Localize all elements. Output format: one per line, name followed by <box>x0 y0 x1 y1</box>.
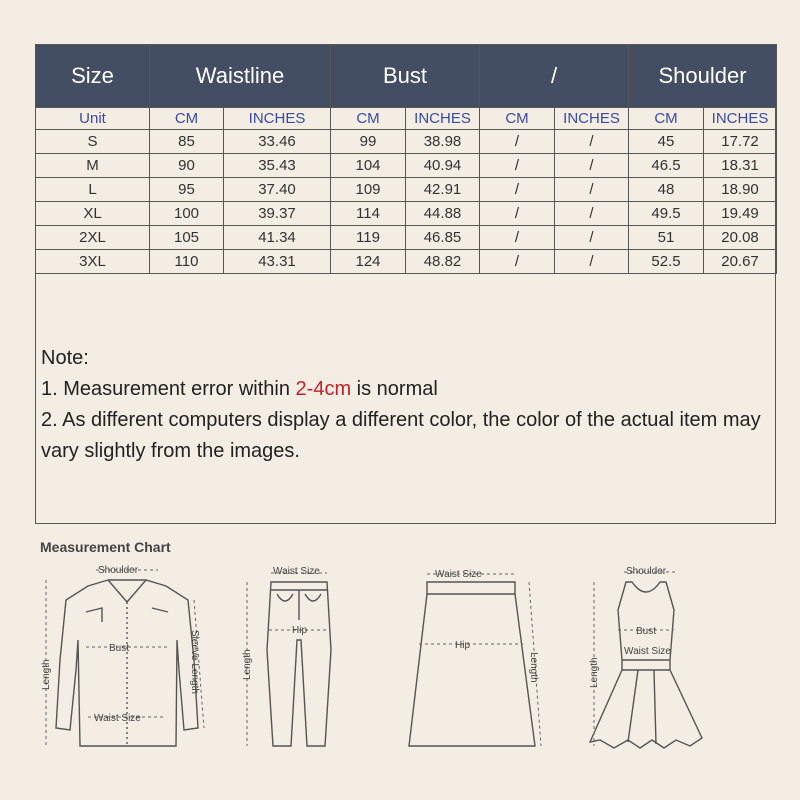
table-cell: 99 <box>331 130 406 154</box>
table-cell: 100 <box>150 202 224 226</box>
table-cell: 33.46 <box>224 130 331 154</box>
dress-length-label: Length <box>589 657 600 688</box>
table-cell: / <box>480 130 555 154</box>
table-cell: / <box>555 226 629 250</box>
table-cell: / <box>480 154 555 178</box>
note-line-1-post: is normal <box>351 378 438 400</box>
table-cell: S <box>36 130 150 154</box>
header-bust: Bust <box>331 45 480 108</box>
dress-bust-label: Bust <box>636 626 657 637</box>
table-cell: 17.72 <box>704 130 777 154</box>
note-line-2: 2. As different computers display a different color, the color of the actual item may vary slightly from the images. <box>41 409 761 462</box>
skirt-length-label: Length <box>528 652 539 683</box>
dress-measure-lines <box>594 572 676 746</box>
pants-outline <box>267 582 331 746</box>
table-cell: / <box>555 154 629 178</box>
notes-block <box>41 343 771 467</box>
table-cell: 18.90 <box>704 178 777 202</box>
unit-cell: INCHES <box>704 108 777 130</box>
pants-hip-label: Hip <box>292 625 308 636</box>
table-cell: 48 <box>629 178 704 202</box>
unit-cell: CM <box>150 108 224 130</box>
table-cell: 95 <box>150 178 224 202</box>
table-cell: 119 <box>331 226 406 250</box>
note-line-1 <box>41 374 771 405</box>
table-cell: 45 <box>629 130 704 154</box>
unit-cell: INCHES <box>406 108 480 130</box>
table-cell: 124 <box>331 250 406 274</box>
table-cell: 38.98 <box>406 130 480 154</box>
table-cell: 18.31 <box>704 154 777 178</box>
table-cell: 35.43 <box>224 154 331 178</box>
size-table <box>35 44 777 274</box>
table-cell: 114 <box>331 202 406 226</box>
table-row <box>36 202 777 226</box>
table-cell: / <box>555 202 629 226</box>
table-cell: 90 <box>150 154 224 178</box>
table-cell: 104 <box>331 154 406 178</box>
shirt-sleeve-label: Sleeve Length <box>189 630 200 694</box>
table-row <box>36 130 777 154</box>
table-cell: 3XL <box>36 250 150 274</box>
pants-waist-label: Waist Size <box>273 566 320 577</box>
table-cell: 37.40 <box>224 178 331 202</box>
shirt-shoulder-label: Shoulder <box>98 565 139 576</box>
shirt-diagram <box>36 560 216 760</box>
table-cell: XL <box>36 202 150 226</box>
table-cell: 109 <box>331 178 406 202</box>
table-cell: / <box>555 130 629 154</box>
header-shoulder: Shoulder <box>629 45 777 108</box>
table-cell: 42.91 <box>406 178 480 202</box>
table-cell: 19.49 <box>704 202 777 226</box>
unit-cell: CM <box>331 108 406 130</box>
table-cell: 20.67 <box>704 250 777 274</box>
note-title: Note: <box>41 347 89 369</box>
table-row <box>36 226 777 250</box>
header-slash: / <box>480 45 629 108</box>
skirt-waist-label: Waist Size <box>435 569 482 580</box>
table-cell: 20.08 <box>704 226 777 250</box>
table-cell: 105 <box>150 226 224 250</box>
table-cell: 51 <box>629 226 704 250</box>
unit-cell: CM <box>629 108 704 130</box>
pants-length-label: Length <box>242 649 253 680</box>
table-cell: / <box>555 178 629 202</box>
unit-cell: CM <box>480 108 555 130</box>
unit-row <box>36 108 777 130</box>
shirt-length-label: Length <box>41 659 52 690</box>
skirt-outline <box>409 582 535 746</box>
table-cell: / <box>480 202 555 226</box>
table-cell: L <box>36 178 150 202</box>
table-cell: 39.37 <box>224 202 331 226</box>
size-chart-panel <box>35 44 776 524</box>
header-waistline: Waistline <box>150 45 331 108</box>
pants-diagram <box>233 560 343 760</box>
table-cell: 43.31 <box>224 250 331 274</box>
table-cell: 52.5 <box>629 250 704 274</box>
table-cell: 85 <box>150 130 224 154</box>
table-cell: 46.85 <box>406 226 480 250</box>
table-cell: / <box>480 250 555 274</box>
skirt-measure-lines <box>419 574 541 746</box>
unit-cell: INCHES <box>555 108 629 130</box>
table-header-row <box>36 45 777 108</box>
measurement-chart-title: Measurement Chart <box>40 539 171 555</box>
table-row <box>36 154 777 178</box>
table-cell: 40.94 <box>406 154 480 178</box>
table-cell: / <box>480 178 555 202</box>
table-cell: 48.82 <box>406 250 480 274</box>
table-cell: 41.34 <box>224 226 331 250</box>
unit-cell: Unit <box>36 108 150 130</box>
note-line-1-pre: 1. Measurement error within <box>41 378 296 400</box>
shirt-bust-label: Bust <box>109 643 130 654</box>
table-cell: 49.5 <box>629 202 704 226</box>
header-size: Size <box>36 45 150 108</box>
skirt-hip-label: Hip <box>455 640 471 651</box>
table-cell: 44.88 <box>406 202 480 226</box>
skirt-diagram <box>405 560 555 760</box>
dress-waist-label: Waist Size <box>624 646 671 657</box>
dress-diagram <box>580 560 710 760</box>
table-row <box>36 178 777 202</box>
note-line-1-highlight: 2-4cm <box>295 378 352 400</box>
dress-outline <box>590 582 702 748</box>
table-cell: M <box>36 154 150 178</box>
table-cell: 2XL <box>36 226 150 250</box>
dress-shoulder-label: Shoulder <box>626 566 667 577</box>
table-cell: / <box>555 250 629 274</box>
unit-cell: INCHES <box>224 108 331 130</box>
table-cell: 46.5 <box>629 154 704 178</box>
table-row <box>36 250 777 274</box>
shirt-waist-label: Waist Size <box>94 713 141 724</box>
table-cell: 110 <box>150 250 224 274</box>
table-cell: / <box>480 226 555 250</box>
